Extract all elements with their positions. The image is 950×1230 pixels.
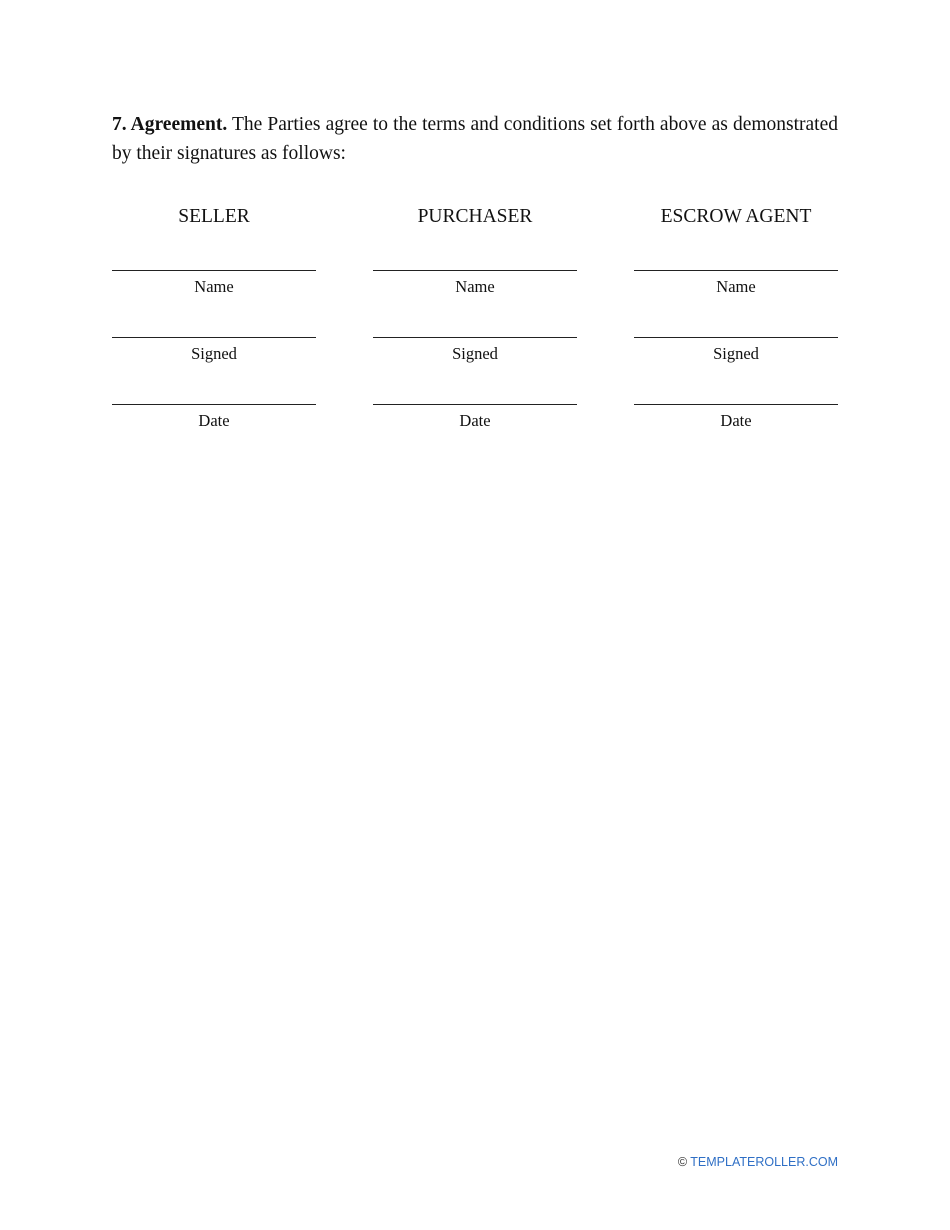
field-label: Name	[194, 277, 234, 296]
signature-block-seller	[112, 204, 316, 430]
name-field-escrow-agent	[634, 270, 838, 297]
signed-field-escrow-agent	[634, 337, 838, 364]
field-label: Date	[720, 411, 752, 430]
signature-line	[112, 270, 316, 271]
field-label: Name	[455, 277, 495, 296]
signed-field-seller	[112, 337, 316, 364]
templateroller-link[interactable]: TEMPLATEROLLER.COM	[690, 1155, 838, 1169]
field-label: Date	[459, 411, 491, 430]
signature-line	[373, 404, 577, 405]
copyright-icon: ©	[677, 1155, 688, 1169]
signature-line	[634, 337, 838, 338]
party-title-purchaser: PURCHASER	[417, 206, 533, 227]
signed-field-purchaser	[373, 337, 577, 364]
signature-line	[373, 270, 577, 271]
party-title-seller: SELLER	[178, 206, 250, 227]
date-field-seller	[112, 404, 316, 431]
field-label: Signed	[713, 344, 759, 363]
signature-line	[634, 270, 838, 271]
date-field-escrow-agent	[634, 404, 838, 431]
name-field-purchaser	[373, 270, 577, 297]
signature-line	[373, 337, 577, 338]
name-field-seller	[112, 270, 316, 297]
signature-line	[112, 337, 316, 338]
agreement-body: The Parties agree to the terms and conditions set forth above as demonstrated by their signatures as follows:	[112, 114, 838, 164]
footer-copyright	[678, 1154, 838, 1170]
agreement-paragraph	[112, 110, 838, 168]
field-label: Signed	[191, 344, 237, 363]
field-label: Date	[198, 411, 230, 430]
field-label: Signed	[452, 344, 498, 363]
signature-line	[634, 404, 838, 405]
signature-block-escrow-agent	[634, 204, 838, 430]
agreement-heading: 7. Agreement.	[112, 114, 228, 135]
signature-line	[112, 404, 316, 405]
signature-block-purchaser	[373, 204, 577, 430]
party-title-escrow-agent: ESCROW AGENT	[660, 206, 812, 227]
date-field-purchaser	[373, 404, 577, 431]
field-label: Name	[716, 277, 756, 296]
